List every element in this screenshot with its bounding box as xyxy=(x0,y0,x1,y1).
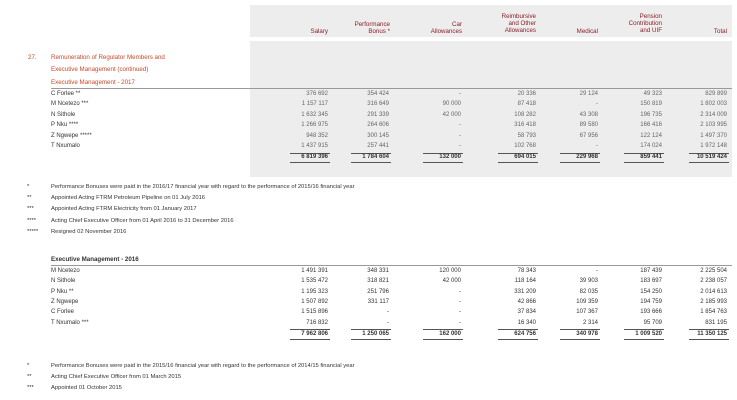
fn2017-footnote-mark: *** xyxy=(27,206,34,213)
t2017-cell: 42 000 xyxy=(442,111,461,118)
t2016-cell: 1 515 896 xyxy=(301,309,328,316)
t2016-cell: 154 250 xyxy=(640,288,662,295)
t2017-total-rule-bottom xyxy=(689,162,729,163)
t2016-total-rule-bottom xyxy=(423,339,463,340)
t2017-cell: 1 437 915 xyxy=(301,143,328,149)
t2016-total-cell: 1 009 520 xyxy=(635,330,662,337)
t2017-cell: 300 145 xyxy=(367,132,389,139)
t2016-cell: 42 000 xyxy=(442,278,461,285)
t2016-cell: 331 117 xyxy=(367,298,389,305)
t2016-row-name: Z Ngwepe xyxy=(51,298,79,305)
col-header-salary: Salary xyxy=(310,28,328,35)
section-title-line2: Executive Management (continued) xyxy=(51,66,149,73)
fn2016-footnote-text: Acting Chief Executive Officer from 01 March 2015 xyxy=(51,374,182,380)
t2017-cell: 29 124 xyxy=(579,91,598,97)
t2016-row-name: T Nxumalo *** xyxy=(51,319,89,326)
t2017-cell: 829 899 xyxy=(705,91,727,97)
t2016-cell: 194 759 xyxy=(640,298,662,305)
t2017-cell: 2 103 995 xyxy=(700,122,727,129)
t2016-total-cell: 1 250 065 xyxy=(362,330,389,337)
t2017-cell: 376 692 xyxy=(306,91,328,97)
t2016-total-rule-bottom xyxy=(498,339,538,340)
t2017-cell: 43 308 xyxy=(579,111,598,118)
fn2017-footnote-text: Appointed Acting FTRM Petroleum Pipeline on 01 July 2016 xyxy=(51,195,206,202)
t2016-total-rule-bottom xyxy=(290,339,330,340)
t2017-row-name: Z Ngwepe ***** xyxy=(51,132,92,139)
t2016-cell: 318 821 xyxy=(367,278,389,285)
t2016-cell: 2 225 504 xyxy=(700,268,727,274)
t2016-cell: - xyxy=(387,319,389,326)
t2016-cell: 1 854 763 xyxy=(700,309,727,316)
t2016-cell: 16 340 xyxy=(517,319,536,326)
t2016-cell: 251 796 xyxy=(367,288,389,295)
t2016-cell: 716 832 xyxy=(306,319,328,326)
t2016-cell: - xyxy=(459,288,461,295)
fn2017-footnote-text: Resigned 02 November 2016 xyxy=(51,228,127,235)
t2016-cell: 78 343 xyxy=(517,268,536,274)
t2016-cell: 2 314 xyxy=(582,319,598,326)
t2016-cell: 118 164 xyxy=(514,278,536,285)
t2017-total-cell: 229 968 xyxy=(576,154,598,161)
t2016-cell: 2 185 993 xyxy=(700,298,727,305)
t2017-total-rule-bottom xyxy=(423,162,463,163)
t2016-cell: 2 014 613 xyxy=(700,288,727,295)
t2016-total-cell: 7 962 806 xyxy=(301,330,328,337)
fn2016-footnote-mark: *** xyxy=(27,385,34,391)
t2017-cell: 1 972 148 xyxy=(700,143,727,149)
col-header-performance-bonus: Performance Bonus * xyxy=(354,21,390,35)
t2016-total-rule-bottom xyxy=(624,339,664,340)
fn2017-footnote-mark: **** xyxy=(27,217,37,224)
t2016-cell: 348 331 xyxy=(367,268,389,274)
t2016-cell: 107 367 xyxy=(576,309,598,316)
t2017-total-cell: 6 819 396 xyxy=(301,154,328,161)
t2017-total-rule-bottom xyxy=(351,162,391,163)
t2017-total-rule-bottom xyxy=(498,162,538,163)
t2016-total-cell: 340 978 xyxy=(576,330,598,337)
t2016-row-name: C Forlee xyxy=(51,309,75,316)
section-title-line1: Remuneration of Regulator Members and xyxy=(51,54,165,61)
t2016-cell: 1 535 472 xyxy=(301,278,328,285)
t2017-cell: 102 768 xyxy=(514,143,536,149)
t2016-total-cell: 11 350 125 xyxy=(697,330,727,337)
section-number: 27. xyxy=(28,54,37,61)
t2016-cell: 183 697 xyxy=(640,278,662,285)
t2016-cell: 120 000 xyxy=(439,268,461,274)
t2016-total-cell: 624 756 xyxy=(514,330,536,337)
t2017-cell: 2 314 009 xyxy=(700,111,727,118)
t2017-total-rule-bottom xyxy=(290,162,330,163)
t2016-total-cell: 162 000 xyxy=(439,330,461,337)
t2017-total-rule-bottom xyxy=(624,162,664,163)
fn2017-footnote-mark: * xyxy=(27,184,30,190)
t2017-cell: 20 336 xyxy=(517,91,536,97)
t2017-cell: - xyxy=(459,122,461,129)
t2017-cell: 49 323 xyxy=(643,91,662,97)
fn2016-footnote-mark: * xyxy=(27,363,30,369)
t2017-cell: 1 497 370 xyxy=(700,132,727,139)
t2017-total-rule-bottom xyxy=(560,162,600,163)
subtitle-2017-rule xyxy=(51,88,732,89)
t2017-cell: 1 802 003 xyxy=(700,101,727,108)
t2017-cell: 316 649 xyxy=(367,101,389,108)
t2016-row-name: N Sithole xyxy=(51,278,76,285)
t2016-cell: - xyxy=(459,309,461,316)
subtitle-2017: Executive Management - 2017 xyxy=(51,79,135,86)
fn2017-footnote-mark: ** xyxy=(27,195,32,202)
t2017-row-name: P Nku **** xyxy=(51,122,79,129)
t2017-cell: 316 418 xyxy=(514,122,536,129)
t2017-total-cell: 859 441 xyxy=(640,154,662,161)
col-header-total: Total xyxy=(713,28,727,35)
t2017-cell: 67 956 xyxy=(579,132,598,139)
t2017-cell: 166 416 xyxy=(640,122,662,129)
t2016-cell: 95 709 xyxy=(643,319,662,326)
t2017-cell: 87 418 xyxy=(517,101,536,108)
subtitle-2016: Executive Management - 2016 xyxy=(51,256,139,263)
col-header-medical: Medical xyxy=(576,28,598,35)
t2017-cell: 108 282 xyxy=(514,111,536,118)
t2017-row-name: M Ncetezo *** xyxy=(51,101,89,108)
t2017-total-cell: 132 000 xyxy=(439,154,461,161)
t2017-total-cell: 1 784 604 xyxy=(362,154,389,161)
t2016-cell: - xyxy=(596,268,598,274)
t2017-cell: - xyxy=(596,143,598,149)
t2016-cell: - xyxy=(387,309,389,316)
t2017-cell: 90 000 xyxy=(442,101,461,108)
t2017-cell: - xyxy=(459,91,461,97)
t2017-cell: 291 339 xyxy=(367,111,389,118)
fn2017-footnote-text: Appointed Acting FTRM Electricity from 01 January 2017 xyxy=(51,206,197,213)
t2016-cell: 82 035 xyxy=(579,288,598,295)
fn2016-footnote-text: Appointed 01 October 2015 xyxy=(51,385,122,391)
t2016-cell: 331 209 xyxy=(514,288,536,295)
t2016-cell: 42 866 xyxy=(517,298,536,305)
t2017-cell: 1 157 117 xyxy=(301,101,328,108)
t2017-total-cell: 10 519 424 xyxy=(696,154,727,161)
t2017-cell: 122 124 xyxy=(640,132,662,139)
t2017-cell: 1 266 975 xyxy=(301,122,328,129)
t2016-total-rule-bottom xyxy=(689,339,729,340)
t2016-row-name: P Nku ** xyxy=(51,288,74,295)
t2017-cell: 257 441 xyxy=(367,143,389,149)
t2017-cell: 150 819 xyxy=(640,101,662,108)
fn2017-footnote-text: Acting Chief Executive Officer from 01 April 2016 to 31 December 2016 xyxy=(51,217,234,224)
t2016-cell: 193 666 xyxy=(640,309,662,316)
fn2016-footnote-text: Performance Bonuses were paid in the 2015/16 financial year with regard to the performance of 2014/15 financial year xyxy=(51,363,355,369)
t2017-cell: 948 352 xyxy=(306,132,328,139)
t2017-cell: 354 424 xyxy=(367,91,389,97)
t2017-cell: 174 024 xyxy=(640,143,662,149)
t2017-row-name: T Nxumalo xyxy=(51,143,80,149)
t2017-cell: - xyxy=(459,132,461,139)
col-header-reimbursive: Reimbursive and Other Allowances xyxy=(501,13,536,34)
t2016-cell: - xyxy=(459,319,461,326)
t2016-cell: 2 238 057 xyxy=(700,278,727,285)
t2017-cell: - xyxy=(596,101,598,108)
t2016-cell: 187 439 xyxy=(640,268,662,274)
fn2016-footnote-mark: ** xyxy=(27,374,32,380)
t2017-cell: 264 606 xyxy=(367,122,389,129)
fn2017-footnote-text: Performance Bonuses were paid in the 2016/17 financial year with regard to the performance of 2015/16 financial year xyxy=(51,184,355,190)
t2016-cell: - xyxy=(459,298,461,305)
col-header-pension: Pension Contribution and UIF xyxy=(628,13,662,34)
t2017-cell: 58 793 xyxy=(517,132,536,139)
t2017-total-cell: 694 015 xyxy=(514,154,536,161)
fn2017-footnote-mark: ***** xyxy=(27,228,39,235)
t2017-row-name: N Sithole xyxy=(51,111,76,118)
t2017-cell: 1 632 345 xyxy=(301,111,328,118)
subtitle-2016-rule xyxy=(51,265,732,266)
t2017-row-name: C Forlee ** xyxy=(51,91,81,97)
t2016-cell: 39 903 xyxy=(579,278,598,285)
t2016-cell: 831 195 xyxy=(705,319,727,326)
t2017-cell: - xyxy=(459,143,461,149)
t2016-cell: 109 359 xyxy=(576,298,598,305)
t2016-total-rule-bottom xyxy=(560,339,600,340)
t2016-row-name: M Ncetezo xyxy=(51,268,80,274)
col-header-car-allowances: Car Allowances xyxy=(430,21,462,35)
t2016-cell: 37 834 xyxy=(517,309,536,316)
t2017-cell: 89 580 xyxy=(579,122,598,129)
t2016-cell: 1 195 323 xyxy=(301,288,328,295)
t2017-cell: 196 735 xyxy=(640,111,662,118)
t2016-cell: 1 491 391 xyxy=(301,268,328,274)
t2016-total-rule-bottom xyxy=(351,339,391,340)
t2016-cell: 1 507 892 xyxy=(301,298,328,305)
